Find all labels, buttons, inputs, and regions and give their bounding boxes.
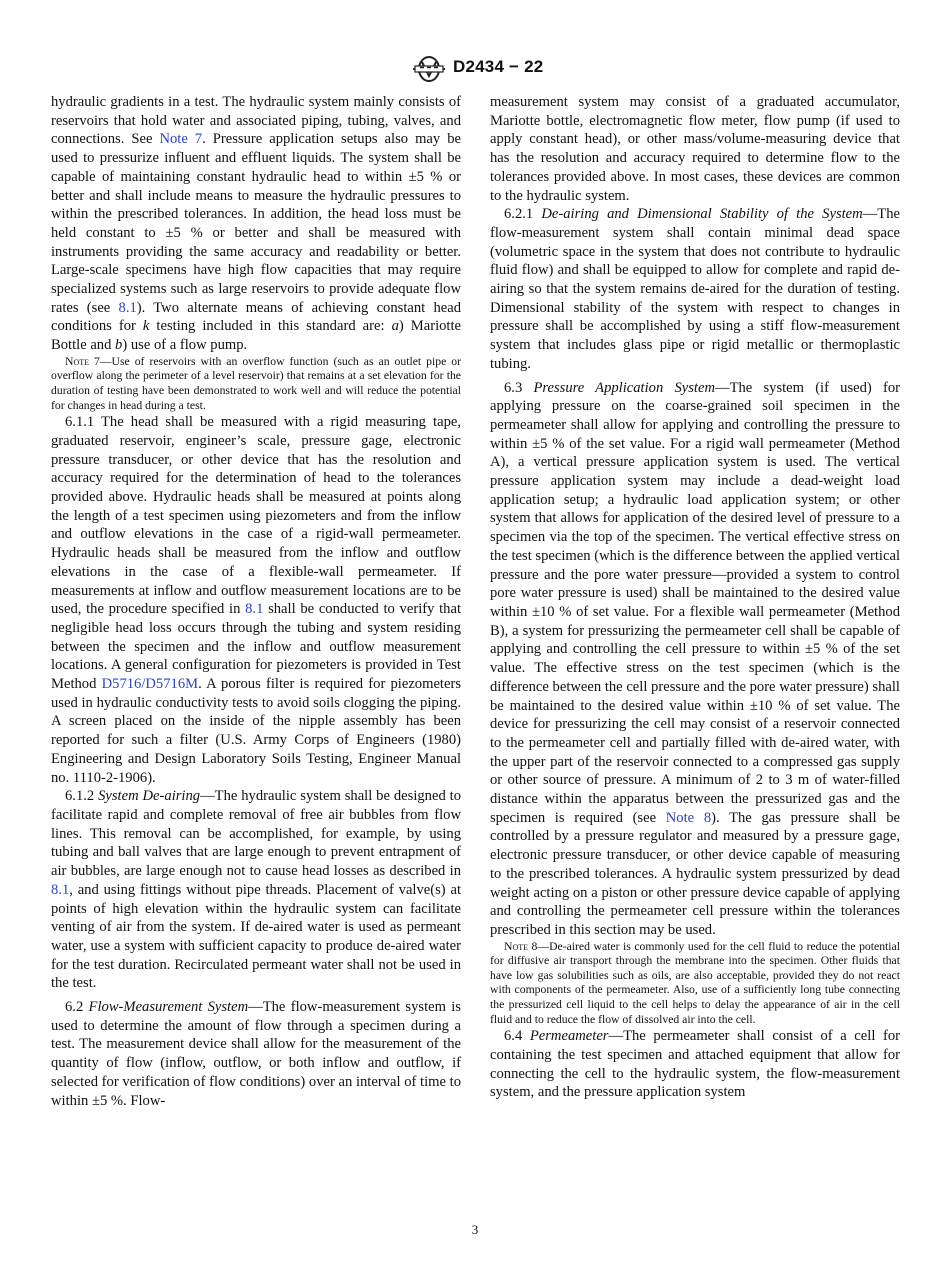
paragraph-6-1-continuation: hydraulic gradients in a test. The hydraulic system mainly consists of reservoirs that hold water and associated piping, tubing, valves, and connections. See Note 7. Pressure application setups also may be used to pressurize influent and effluent liquids. The system shall be capable of maintaining constant hydraulic head to within ±5 % or better and shall include means to measure the hydraulic pressures to within the prescribed tolerances. In addition, the head loss must be held constant to ±5 % or better and shall be measured with instruments providing the same accuracy and readability or better. Large-scale specimens have high flow capacities that may require specialized systems such as large reservoirs to provide adequate flow rates (see 8.1). Two alternate means of achieving constant head conditions for k testing included in this standard are: a) Mariotte Bottle and b) use of a flow pump.	[51, 94, 462, 354]
paragraph-6-2-continuation: measurement system may consist of a graduated accumulator, Mariotte bottle, electromagnetic flow meter, flow pump (if used to apply constant head), or other mass/volume-measuring device that has the resolution and accuracy required to determine flow to the tolerances provided above. In most cases, these devices are common to the hydraulic system.	[490, 94, 900, 204]
note-7-link[interactable]: Note 7	[159, 131, 203, 148]
section-8-1-link[interactable]: 8.1	[118, 299, 137, 316]
d5716-link[interactable]: D5716/D5716M	[101, 676, 199, 693]
paragraph-6-2: 6.2 Flow-Measurement System—The flow-measurement system is used to determine the amount of flow through a specimen during a test. The measurement device shall allow for the measurement of the quantity of flow (inflow, outflow, or both inflow and outflow, if selected for verification of flow conditions) over an interval of time to within ±5 %. Flow-	[51, 999, 461, 1109]
left-column	[51, 93, 461, 1110]
right-column	[490, 93, 900, 1102]
page-header	[0, 56, 950, 82]
paragraph-6-2-1: 6.2.1 De-airing and Dimensional Stability of the System—The flow-measurement system shall contain minimal dead space (volumetric space in the system that does not contribute to hydraulic fluid flow) and shall be equipped to allow for complete and rapid de-airing so that the system remains de-aired for the duration of testing. Dimensional stability of the system with respect to changes in pressure shall be accomplished by using a stiff flow-measurement system that includes glass pipe or rigid metallic or thermoplastic tubing.	[490, 206, 900, 372]
section-8-1-link[interactable]: 8.1	[51, 881, 70, 898]
paragraph-6-4: 6.4 Permeameter—The permeameter shall consist of a cell for containing the test specimen and attached equipment that allow for connecting the cell to the hydraulic system, the flow-measurement system, and the pressure application system	[490, 1028, 900, 1101]
paragraph-6-1-1: 6.1.1 The head shall be measured with a rigid measuring tape, graduated reservoir, engineer’s scale, pressure gage, electronic pressure transducer, or other device that has the resolution and accuracy required for the determination of head to the tolerances provided above. Hydraulic heads shall be measured at points along the length of a test specimen using piezometers and from the inflow and outflow elevations in the case of a rigid-wall permeameter. Hydraulic heads shall be measured from the inflow and outflow elevations in the case of a flexible-wall permeameter. If measurements at inflow and outflow measurement locations are to be used, the procedure specified in 8.1 shall be conducted to verify that negligible head loss occurs through the tubing and system residing between the specimen and the inflow and outflow measurement locations. A general configuration for piezometers is provided in Test Method D5716/D5716M. A porous filter is required for piezometers used in hydraulic conductivity tests to avoid soils clogging the piping. A screen placed on the inside of the nipple assembly has been reported for such a filter (U.S. Army Corps of Engineers (1980) Engineering and Design Laboratory Soils Testing, Engineer Manual no. 1110-2-1906).	[51, 414, 461, 786]
page-number: 3	[471, 1222, 479, 1237]
note-8: Note 8—De-aired water is commonly used for the cell fluid to reduce the potential for diffusive air transport through the membrane into the specimen. Other fluids that have low gas solubilities such as oils, are also acceptable, provided they do not react with components of the permeameter. Also, use of a sufficiently long tube connecting the pressurized cell liquid to the cell helps to delay the appearance of air in the cell fluid and to reduce the flow of dissolved air into the cell.	[490, 939, 900, 1026]
paragraph-6-1-2: 6.1.2 System De-airing—The hydraulic system shall be designed to facilitate rapid and complete removal of free air bubbles from flow lines. This removal can be accomplished, for example, by using tubing and ball valves that are large enough to prevent entrapment of air bubbles, are large enough not to cause head losses as described in 8.1, and using fittings without pipe threads. Placement of valve(s) at points of high elevation within the hydraulic system can facilitate venting of air from the system. If de-aired water is used as permeant water, use a system with sufficient capacity to produce de-aired water for the test duration. Recirculated permeant water shall not be used in the test.	[51, 788, 461, 992]
note-7: Note 7—Use of reservoirs with an overflow function (such as an outlet pipe or overflow along the perimeter of a level reservoir) that remains at a set elevation for the duration of testing have been demonstrated to work well and will reduce the potential for changes in head during a test.	[51, 354, 462, 412]
note-8-link[interactable]: Note 8	[665, 809, 712, 826]
paragraph-6-3: 6.3 Pressure Application System—The system (if used) for applying pressure on the coarse-grained soil specimen in the permeameter shall allow for applying and controlling the pressure to within ±5 % of the set value. For a rigid wall permeameter (Method A), a vertical pressure application system is used. The vertical pressure application system may include a dead-weight load application setup; a hydraulic load application system; or other system that allows for application of the desired level of pressure to a specimen via the top of the specimen. The vertical effective stress on the test specimen (which is the difference between the applied vertical pressure and the pore water pressure—provided a system to control pore water pressure is used) shall be maintained to the desired value within ±10 % of set value. For a flexible wall permeameter (Method B), a system for pressurizing the permeameter cell shall be capable of applying and controlling the cell pressure to within ±5 % of the set value. The effective stress on the test specimen (which is the difference between the cell pressure and the pore water pressure) shall be maintained to the desired value within ±10 % of set value. The device for pressurizing the cell may consist of a reservoir connected to the permeameter cell and partially filled with de-aired water, with the upper part of the reservoir connected to a compressed gas supply or other source of pressure. A minimum of 2 to 3 m of water-filled distance within the apparatus between the pressurized gas and the specimen is required (see Note 8). The gas pressure shall be controlled by a pressure regulator and measured by a pressure gage, electronic pressure transducer, or other device capable of measuring to the prescribed tolerances. A hydraulic system pressurized by dead weight acting on a piston or other pressure device capable of applying and controlling the permeameter cell pressure within the tolerances prescribed in this section may be used.	[490, 379, 900, 938]
section-8-1-link[interactable]: 8.1	[245, 601, 264, 618]
document-designation: D2434 − 22	[453, 57, 544, 76]
astm-logo-icon	[411, 56, 447, 82]
